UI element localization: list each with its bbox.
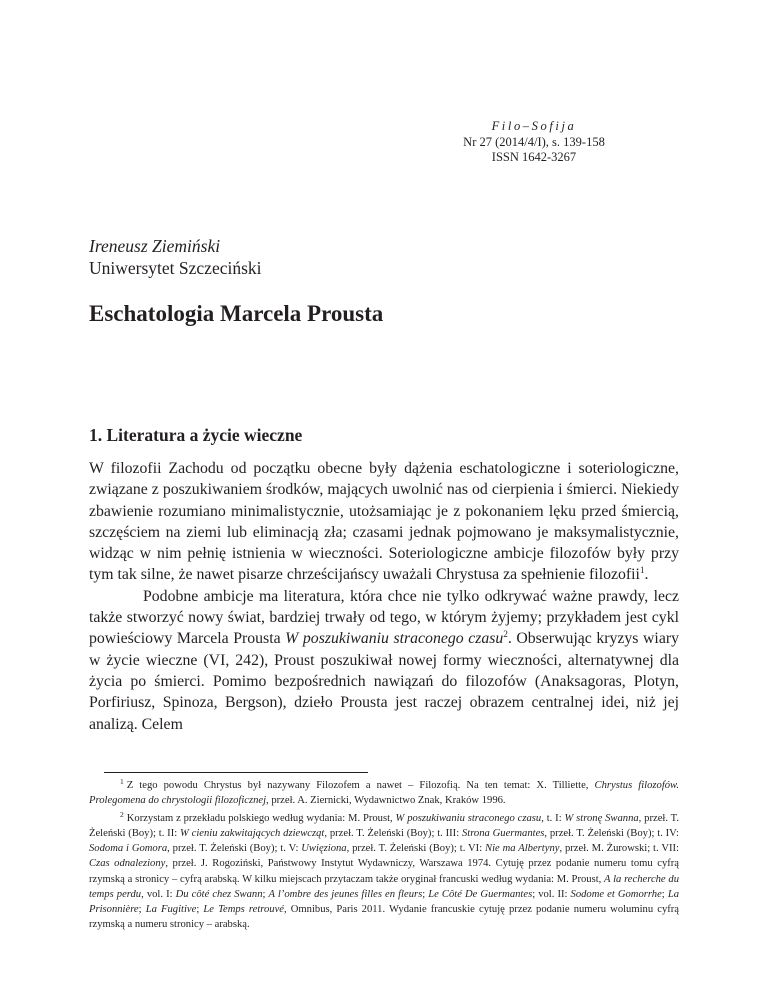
footnote-divider xyxy=(104,772,368,773)
footnote-number: 2 xyxy=(120,810,124,820)
paragraph: W filozofii Zachodu od początku obecne były dążenia eschatologiczne i soteriologiczne, związane z poszukiwaniem środków, mających uwolnić nas od cierpienia i śmierci. Niekiedy zbawienie rozumiano minimalistycznie, utożsamiając je z pokonaniem lęku przed śmiercią, szczęściem na ziemi lub eliminacją zła; czasami jednak pojmowano je maksymalistycznie, widząc w nim pełnię istnienia w wieczności. Soteriologiczne ambicje filozofów były przy tym tak silne, że nawet pisarze chrześcijańscy uważali Chrystusa za spełnienie filozofii$^1$. xyxy=(89,460,679,584)
footnotes xyxy=(89,778,679,935)
article-title: Eschatologia Marcela Prousta xyxy=(89,301,384,326)
paragraph: Podobne ambicje ma literatura, która chce nie tylko odkrywać ważne prawdy, lecz także stworzyć nowy świat, bardziej trwały od tego, w którym żyjemy; przykładem jest cykl powieściowy Marcela Prousta W poszukiwaniu straconego czasu$^2$. Obserwując kryzys wiary w życie wieczne (VI, 242), Proust poszukiwał nowej formy wieczności, alternatywnej dla życia po śmierci. Pomimo bezpośrednich nawiązań do filozofów (Anaksagoras, Plotyn, Porfiriusz, Spinoza, Bergson), dzieło Prousta jest raczej obrazem centralnej idei, niż jej analizą. Celem xyxy=(89,587,679,733)
article-body xyxy=(89,458,679,735)
issn: ISSN 1642-3267 xyxy=(491,150,577,164)
journal-name: Filo–Sofija xyxy=(491,119,577,133)
section-heading: 1. Literatura a życie wieczne xyxy=(89,425,303,445)
journal-header xyxy=(400,119,668,166)
issue-info: Nr 27 (2014/4/I), s. 139-158 xyxy=(463,134,605,149)
footnote-number: 1 xyxy=(120,777,124,786)
author-affiliation: Uniwersytet Szczeciński xyxy=(89,257,262,278)
footnote-ref[interactable]: 2 xyxy=(503,629,508,640)
footnote-ref[interactable]: 1 xyxy=(639,565,645,576)
author-name: Ireneusz Ziemiński xyxy=(89,236,221,256)
book-title: W poszukiwaniu straconego czasu xyxy=(285,630,504,648)
author-block xyxy=(89,236,262,279)
footnote: $^2$ Korzystam z przekładu polskiego według wydania: M. Proust, W poszukiwaniu straconego czasu, t. I: W stronę Swanna, przeł. T. Żeleński (Boy); t. II: W cieniu zakwitających dziewcząt, przeł. T. Żeleński (Boy); t. III: Strona Guermantes, przeł. T. Żeleński (Boy); t. IV: Sodoma i Gomora, przeł. T. Żeleński (Boy); t. V: Uwięziona, przeł. T. Żeleński (Boy); t. VI: Nie ma Albertyny, przeł. M. Żurowski; t. VII: Czas odnaleziony, przeł. J. Rogoziński, Państwowy Instytut Wydawniczy, Warszawa 1974. Cytuję przez podanie numeru tomu cyfrą rzymską a stronicy – cyfrą arabską. W kilku miejscach przytaczam także oryginał francuski według wydania: M. Proust, A la recherche du temps perdu, vol. I: Du côté chez Swann; A l’ombre des jeunes filles en fleurs; Le Côté De Guermantes; vol. II: Sodome et Gomorrhe; La Prisonnière; La Fugitive; Le Temps retrouvé, Omnibus, Paris 2011. Wydanie francuskie cytuję przez podanie numeru woluminu cyfrą rzymską a numeru stronicy – arabską. xyxy=(89,810,680,930)
footnote: $^1$ Z tego powodu Chrystus był nazywany Filozofem a nawet – Filozofią. Na ten temat: X. Tilliette, Chrystus filozofów. Prolegomena do chrystologii filozoficznej, przeł. A. Ziernicki, Wydawnictwo Znak, Kraków 1996. xyxy=(89,777,679,807)
